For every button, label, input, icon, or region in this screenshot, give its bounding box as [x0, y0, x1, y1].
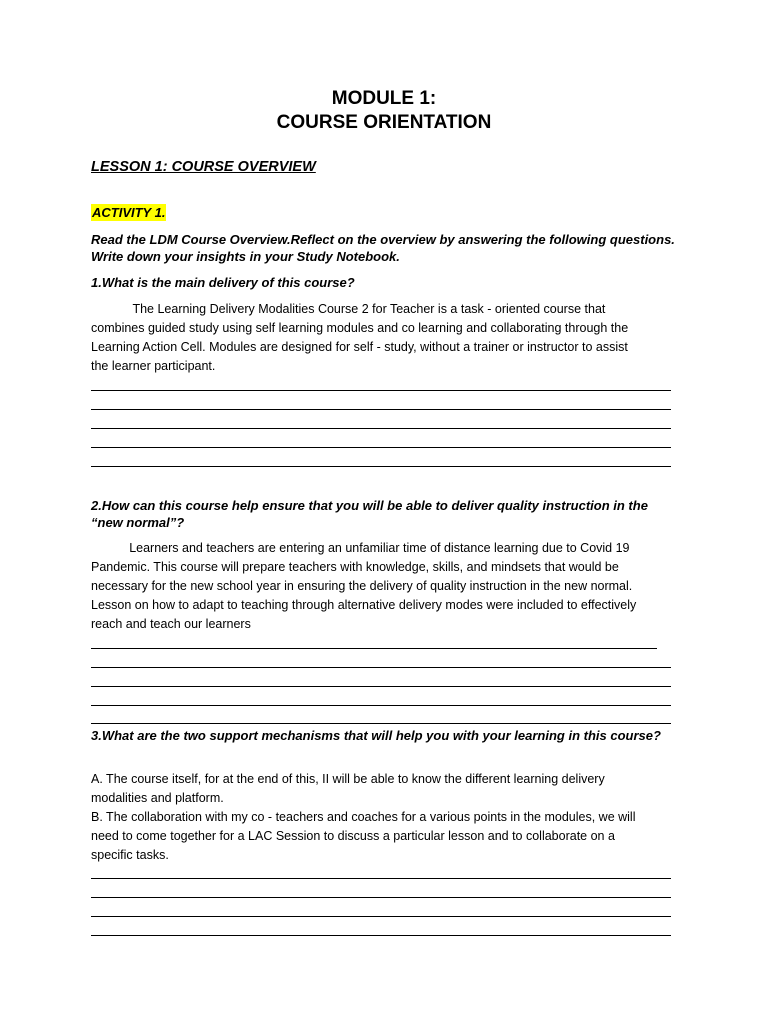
writing-line [91, 723, 671, 724]
answer-2-line: reach and teach our learners [91, 617, 251, 631]
answer-2-line: Lesson on how to adapt to teaching through alternative delivery modes were included to effectively [91, 598, 637, 612]
answer-1-line: Learning Action Cell. Modules are designed for self - study, without a trainer or instructor to assist [91, 340, 628, 354]
module-subtitle: COURSE ORIENTATION [276, 112, 492, 133]
writing-line [91, 705, 671, 706]
answer-3-line: B. The collaboration with my co - teachers and coaches for a various points in the modules, we will [91, 810, 636, 824]
answer-2-line: Pandemic. This course will prepare teachers with knowledge, skills, and mindsets that would be [91, 560, 619, 574]
answer-1 [91, 300, 676, 376]
activity-instructions: Read the LDM Course Overview.Reflect on the overview by answering the following questions. Write down your insights in your Study Notebook. [91, 232, 675, 264]
writing-line [91, 916, 671, 917]
answer-2 [91, 539, 676, 634]
answer-2-line: necessary for the new school year in ensuring the delivery of quality instruction in the new normal. [91, 579, 633, 593]
activity-label: ACTIVITY 1. [92, 205, 166, 220]
answer-3 [91, 770, 676, 865]
answer-3-line: specific tasks. [91, 848, 169, 862]
writing-line [91, 447, 671, 448]
writing-line [91, 466, 671, 467]
answer-2-line: Learners and teachers are entering an unfamiliar time of distance learning due to Covid 19 [91, 541, 630, 555]
writing-line [91, 409, 671, 410]
lesson-title: LESSON 1: COURSE OVERVIEW [91, 159, 316, 175]
answer-3-line: need to come together for a LAC Session to discuss a particular lesson and to collaborate on a [91, 829, 615, 843]
answer-3-line: A. The course itself, for at the end of this, II will be able to know the different learning delivery [91, 772, 605, 786]
writing-line [91, 878, 671, 879]
writing-line [91, 935, 671, 936]
answer-3-line: modalities and platform. [91, 791, 224, 805]
writing-line [91, 428, 671, 429]
answer-1-line: the learner participant. [91, 359, 216, 373]
answer-1-line: combines guided study using self learning modules and co learning and collaborating through the [91, 321, 629, 335]
writing-line [91, 686, 671, 687]
question-2: 2.How can this course help ensure that you will be able to deliver quality instruction in the “new normal”? [91, 498, 648, 530]
question-1: 1.What is the main delivery of this course? [91, 275, 355, 290]
module-title: MODULE 1: [331, 88, 437, 109]
writing-line [91, 667, 671, 668]
writing-line [91, 390, 671, 391]
answer-1-line: The Learning Delivery Modalities Course 2 for Teacher is a task - oriented course that [91, 302, 606, 316]
writing-line [91, 648, 657, 649]
writing-line [91, 897, 671, 898]
question-3: 3.What are the two support mechanisms that will help you with your learning in this course? [91, 728, 661, 743]
